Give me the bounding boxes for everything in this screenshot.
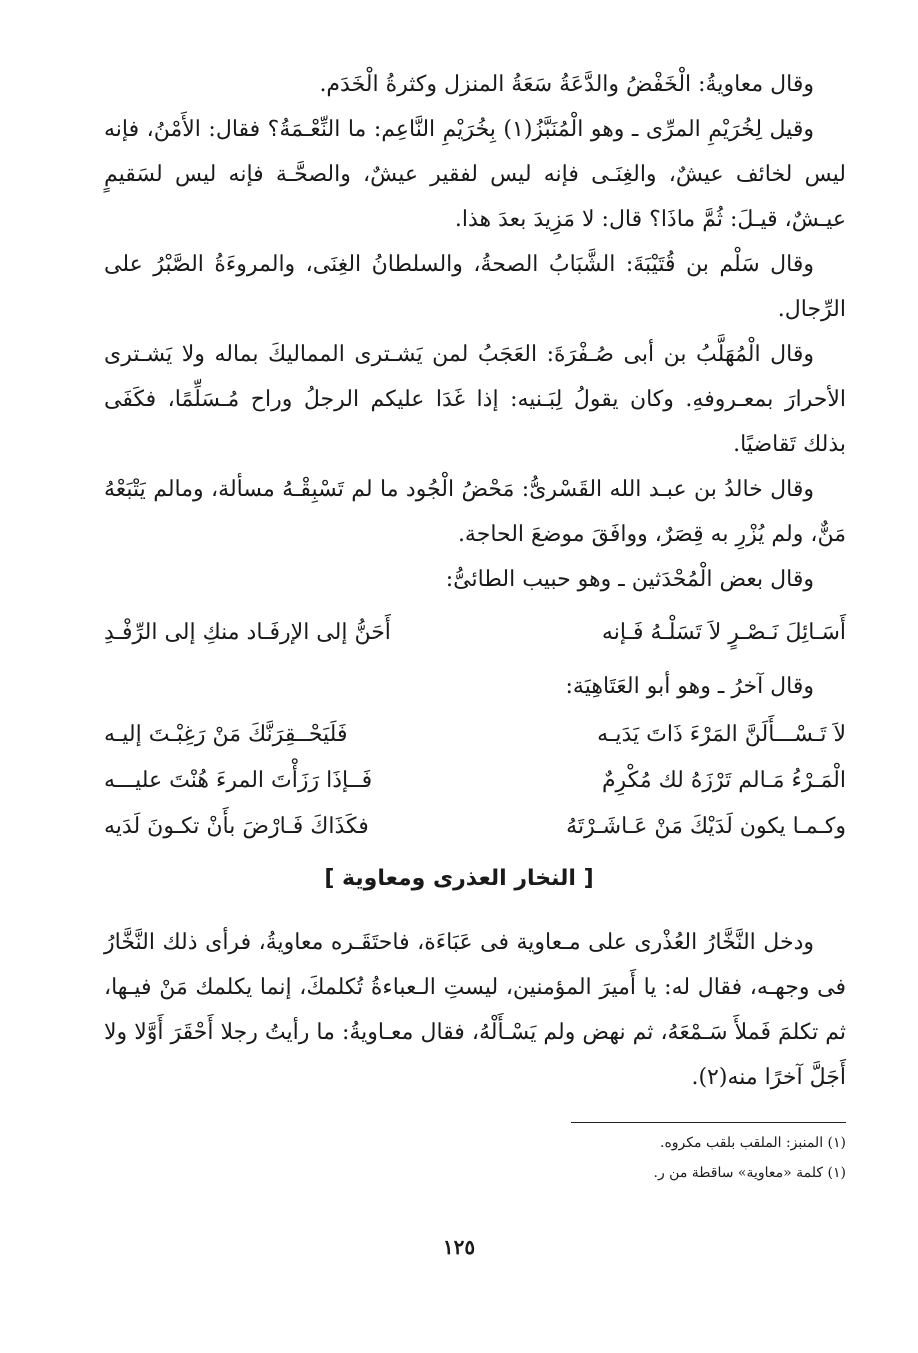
second-hemistich: فَــإذَا رَزَأْتَ المرءَ هُنْتَ عليـــه: [104, 768, 373, 793]
second-hemistich: فكَذَاكَ فَـارْضَ بأَنْ تكـونَ لَدَيه: [104, 814, 369, 839]
first-hemistich: لاَ تَـسْـــأَلَنَّ المَرْءَ ذَاتَ يَدَيـه: [597, 722, 846, 747]
paragraph: وقيل لِخُرَيْمِ المرِّى ـ وهو الْمُنَبَّزُ(١) بِخُرَيْمِ النَّاعِم: ما النِّعْـمَةُ؟ فقال: الأَمْنُ، فإنه ليس لخائف عيشٌ، والغِنَـى فإنه ليس لفقير عيشٌ، والصحَّـة فإنه ليس لسَقيمٍ عيـشٌ، قيـلَ: ثُمَّ ماذَا؟ قال: لا مَزِيدَ بعدَ هذا.: [104, 117, 846, 232]
verse-block-tai: [104, 620, 846, 666]
verse-block-atahiya: [104, 722, 846, 860]
verse-line: [104, 768, 846, 814]
footnote: (١) كلمة «معاوية» ساقطة من ر.: [653, 1165, 846, 1181]
verse-line: [104, 722, 846, 768]
paragraph: وقال سَلْم بن قُتَيْبَةَ: الشَّبَابُ الصحةُ، والسلطانُ الغِنَى، والمروءَةُ الصَّبْرُ على الرِّجال.: [104, 252, 846, 322]
second-hemistich: أَحَنُّ إلى الإرفَـاد منكِ إلى الرِّفْـدِ: [104, 620, 391, 645]
verse-line: [104, 814, 846, 860]
first-hemistich: وكـمـا يكون لَدَيْكَ مَنْ عَـاشَـرْتَهُ: [566, 814, 846, 839]
section-heading: [ النخار العذرى ومعاوية ]: [324, 866, 594, 891]
footnote: (١) المنبز: الملقب بلقب مكروه.: [660, 1135, 846, 1151]
first-hemistich: أَسَـائِلَ نَـصْـرٍ لاَ تَسَلْـهُ فَـإنه: [601, 620, 846, 645]
second-hemistich: فَلَيَحْــقِرَنَّكَ مَنْ رَغِبْـتَ إليـه: [104, 722, 348, 747]
footnotes: [104, 1128, 846, 1188]
paragraph: وقال خالدُ بن عبـد الله القَسْرىُّ: مَحْضُ الْجُود ما لم تَسْبِقْـهُ مسألة، ومالم يَتْبَعْهُ مَنٌّ، ولم يُزْرِ به قِصَرٌ، ووافَقَ موضعَ الحاجة.: [104, 477, 846, 547]
verse-intro: وقال آخرُ ـ وهو أبو العَتَاهِيَة:: [565, 674, 814, 699]
paragraph: وقال الْمُهَلَّبُ بن أبى صُـفْرَةَ: العَجَبُ لمن يَشـترى المماليكَ بماله ولا يَشـترى الأحرارَ بمعـروفهِ. وكان يقولُ لِبَـنيه: إذا غَدَا عليكم الرجلُ وراح مُـسَلِّمًا، فكَفَى بذلك تَقاضيًا.: [104, 342, 846, 457]
paragraph: ودخل النَّخَّارُ العُذْرى على مـعاوية فى عَبَاءَة، فاحتَقَـره معاويةُ، فرأى ذلك النَّخَّارُ فى وجهـه، فقال له: يا أَميرَ المؤمنين، ليستِ الـعباءةُ تُكلمكَ، إنما يكلمك مَنْ فيـها، ثم تكلمَ فَملأَ سَـمْعَهُ، ثم نهض ولم يَسْـأَلْهُ، فقال معـاويةُ: ما رأيتُ رجلا أَحْقَرَ أَوَّلا ولا أَجَلَّ آخرًا منه(٢).: [104, 930, 846, 1090]
lower-text-block: [104, 920, 846, 1100]
verse-intro-block: [104, 664, 846, 709]
footnote-divider: [571, 1122, 846, 1123]
first-hemistich: الْمَـرْءُ مَـالم تَرْزَهُ لك مُكْرِمٌ: [601, 768, 846, 793]
paragraph: وقال معاويةُ: الْخَفْضُ والدَّعَةُ سَعَةُ المنزل وكثرةُ الْخَدَم.: [319, 72, 814, 97]
page-number: ١٢٥: [442, 1235, 476, 1259]
verse-line: [104, 620, 846, 666]
verse-intro: وقال بعض الْمُحْدَثين ـ وهو حبيب الطائىُّ:: [445, 567, 814, 592]
upper-text-block: [104, 62, 846, 602]
